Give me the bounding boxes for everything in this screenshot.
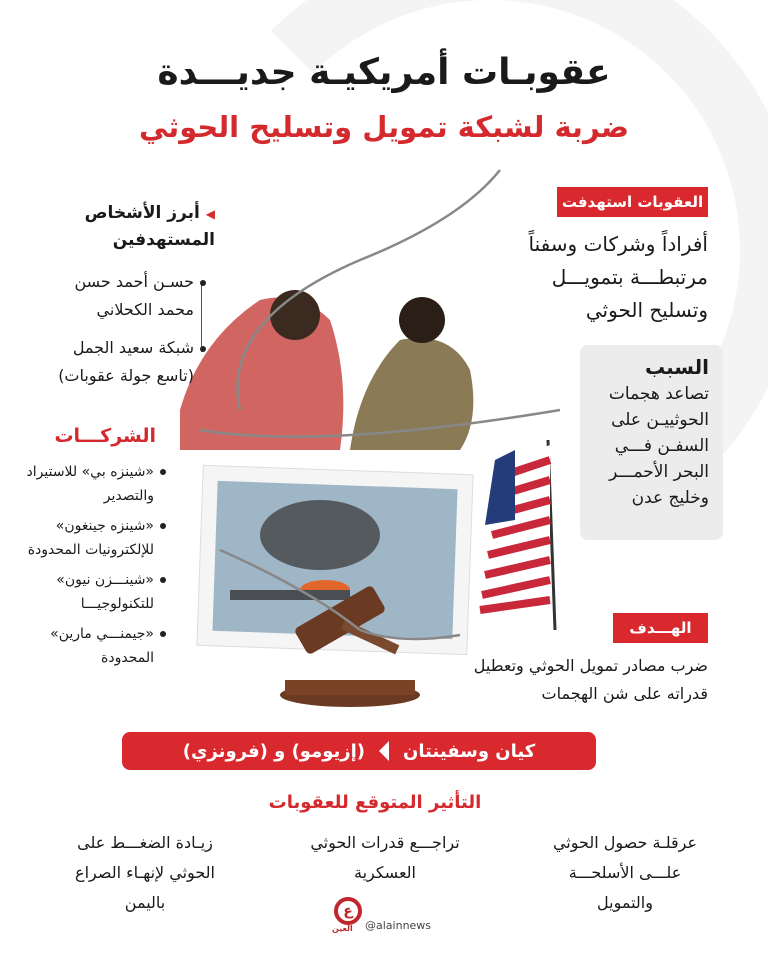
bullet-icon [200,280,206,286]
bullet-icon [160,523,166,529]
list-item: «جيمنـــي مارين» [0,622,166,646]
reason-label: السبب [644,355,709,379]
entity-value: (إزيومو) و (فرونزي) [182,740,366,762]
persons-heading-line: أبرز الأشخاص [84,203,200,223]
targets-line: وتسليح الحوثي [585,298,708,322]
impact-item: زيـادة الضغـــط على الحوثي لإنهـاء الصراع باليمن [75,833,215,912]
impact-item: عرقلـة حصول الحوثي علـــى الأسلحـــة والتمويل [552,833,698,912]
bullet-icon [200,346,206,352]
bullet-icon [160,631,166,637]
goal-line: ضرب مصادر تمويل الحوثي وتعطيل [473,656,708,675]
alain-logo-icon: ع [334,897,362,925]
logo-text: العين [332,924,353,933]
list-item: شبكة سعيد الجمل [16,334,206,362]
list-item: «شينزه جينغون» [0,514,166,538]
persons-heading-line: المستهدفين [112,230,215,250]
brand-handle: @alainnews [365,919,432,932]
list-item-line: محمد الكحلاني [96,300,194,319]
list-item-line: المحدودة [101,650,154,666]
triangle-icon: ◀ [205,207,215,221]
entity-label: كيان وسفينتان [403,740,536,762]
bullet-icon [160,469,166,475]
reason-line: وخليج عدن [631,488,709,508]
reason-box [580,345,723,540]
targets-line: مرتبطـــة بتمويـــل [551,265,708,289]
persons-heading [15,200,215,253]
impact-item: تراجـــع قدرات الحوثي العسكرية [310,833,460,882]
goal-line: قدراته على شن الهجمات [541,684,708,703]
goal-label: الهـــدف [613,613,708,643]
targets-label: العقوبات استهدفت [557,187,708,217]
list-item-line: للإلكترونيات المحدودة [27,542,154,558]
reason-line: السفـن فـــي [614,436,709,456]
list-item: «شينـــزن نيون» [0,568,166,592]
list-item-line: (تاسع جولة عقوبات) [58,366,194,385]
list-item: «شينزه بي» للاستيراد [0,460,166,484]
list-item-line: والتصدير [103,488,154,504]
soldiers-image [180,290,473,450]
persons-list [16,268,206,390]
us-flag [480,440,555,630]
companies-list [0,460,166,670]
entity-bar [122,732,596,770]
companies-heading: الشركـــات [54,425,156,447]
goal-text [378,652,708,708]
chevron-icon [379,741,389,761]
title-line1: عقوبـات أمريكيـة جديـــدة [157,52,611,93]
bullet-icon [160,577,166,583]
title-line2: ضربة لشبكة تمويل وتسليح الحوثي [138,110,630,144]
impact-heading: التأثير المتوقع للعقوبات [268,792,482,813]
reason-line: تصاعد هجمات [608,384,709,404]
reason-line: البحر الأحمـــر [609,462,709,482]
list-item: حسـن أحمد حسن [16,268,206,296]
list-item-line: للتكنولوجيـــا [80,596,154,612]
reason-line: الحوثييـن على [611,410,709,430]
illustration [160,150,580,720]
targets-line: أفراداً وشركات وسفناً [528,232,708,256]
